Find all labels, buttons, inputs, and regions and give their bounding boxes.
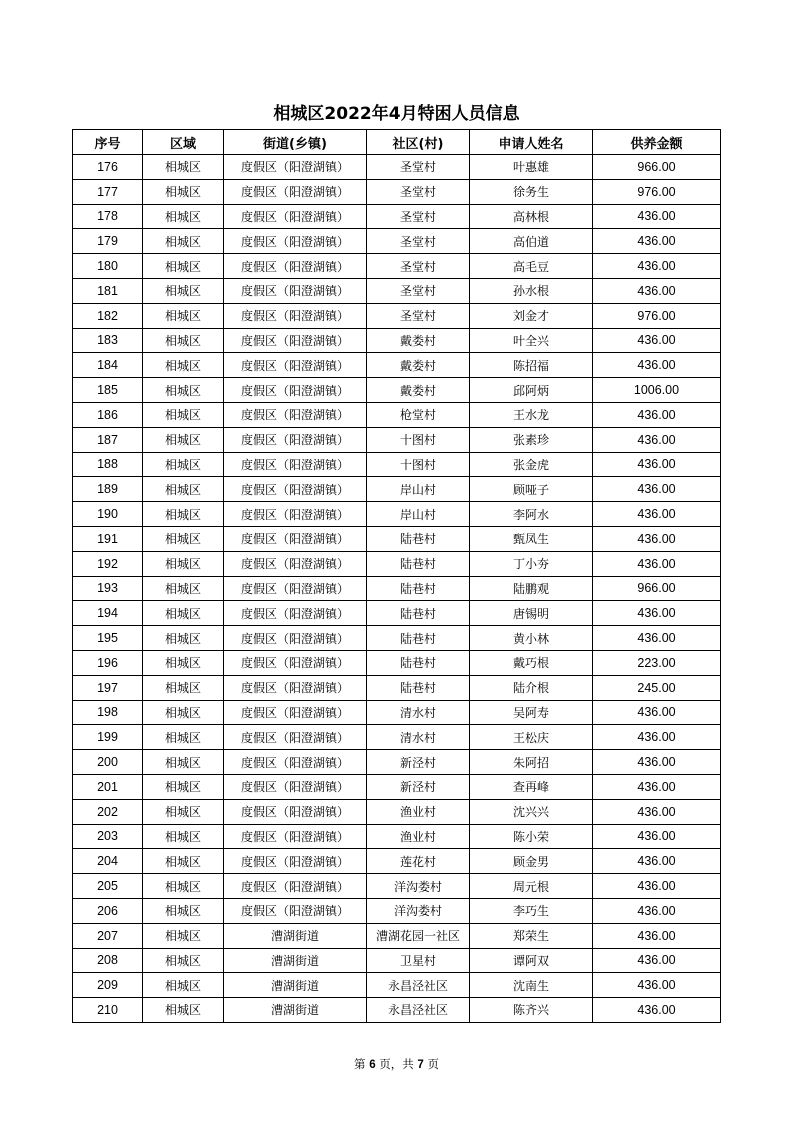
table-row [73, 626, 721, 651]
cell-street: 度假区（阳澄湖镇） [224, 353, 367, 378]
cell-district: 相城区 [143, 551, 224, 576]
cell-amount: 436.00 [593, 626, 721, 651]
cell-no: 202 [73, 799, 143, 824]
table-row [73, 650, 721, 675]
cell-street: 漕湖街道 [224, 998, 367, 1023]
cell-name: 郑荣生 [470, 923, 593, 948]
cell-no: 200 [73, 750, 143, 775]
cell-name: 高毛豆 [470, 254, 593, 279]
roster-table [72, 129, 721, 1023]
table-row [73, 402, 721, 427]
table-row [73, 824, 721, 849]
cell-no: 188 [73, 452, 143, 477]
table-row [73, 601, 721, 626]
cell-name: 陈小荣 [470, 824, 593, 849]
cell-community: 枪堂村 [367, 402, 470, 427]
cell-community: 永昌泾社区 [367, 998, 470, 1023]
cell-district: 相城区 [143, 526, 224, 551]
cell-no: 207 [73, 923, 143, 948]
table-row [73, 948, 721, 973]
cell-amount: 436.00 [593, 973, 721, 998]
cell-name: 唐锡明 [470, 601, 593, 626]
cell-district: 相城区 [143, 303, 224, 328]
cell-name: 刘金才 [470, 303, 593, 328]
cell-community: 圣堂村 [367, 278, 470, 303]
cell-street: 度假区（阳澄湖镇） [224, 402, 367, 427]
cell-amount: 436.00 [593, 502, 721, 527]
table-row [73, 874, 721, 899]
cell-amount: 436.00 [593, 452, 721, 477]
cell-name: 朱阿招 [470, 750, 593, 775]
table-row [73, 551, 721, 576]
cell-street: 度假区（阳澄湖镇） [224, 874, 367, 899]
cell-amount: 436.00 [593, 353, 721, 378]
cell-community: 陆巷村 [367, 601, 470, 626]
cell-no: 176 [73, 155, 143, 180]
cell-name: 查再峰 [470, 774, 593, 799]
cell-no: 205 [73, 874, 143, 899]
cell-district: 相城区 [143, 576, 224, 601]
cell-amount: 436.00 [593, 923, 721, 948]
cell-district: 相城区 [143, 774, 224, 799]
cell-no: 192 [73, 551, 143, 576]
cell-no: 177 [73, 179, 143, 204]
header-district: 区域 [143, 130, 224, 155]
cell-no: 193 [73, 576, 143, 601]
cell-no: 190 [73, 502, 143, 527]
cell-name: 张金虎 [470, 452, 593, 477]
cell-amount: 436.00 [593, 700, 721, 725]
cell-name: 高林根 [470, 204, 593, 229]
cell-community: 圣堂村 [367, 254, 470, 279]
header-street: 街道(乡镇) [224, 130, 367, 155]
cell-no: 179 [73, 229, 143, 254]
cell-amount: 436.00 [593, 774, 721, 799]
cell-street: 度假区（阳澄湖镇） [224, 774, 367, 799]
cell-community: 新泾村 [367, 774, 470, 799]
table-row [73, 973, 721, 998]
cell-district: 相城区 [143, 700, 224, 725]
cell-name: 叶惠雄 [470, 155, 593, 180]
cell-name: 李阿水 [470, 502, 593, 527]
cell-district: 相城区 [143, 948, 224, 973]
cell-district: 相城区 [143, 477, 224, 502]
cell-district: 相城区 [143, 824, 224, 849]
cell-name: 甄凤生 [470, 526, 593, 551]
table-row [73, 427, 721, 452]
cell-name: 谭阿双 [470, 948, 593, 973]
footer-middle: 页，共 [379, 1057, 414, 1071]
cell-district: 相城区 [143, 229, 224, 254]
cell-street: 度假区（阳澄湖镇） [224, 278, 367, 303]
cell-street: 度假区（阳澄湖镇） [224, 502, 367, 527]
cell-district: 相城区 [143, 204, 224, 229]
table-row [73, 898, 721, 923]
cell-street: 漕湖街道 [224, 973, 367, 998]
cell-name: 黄小林 [470, 626, 593, 651]
footer-total-pages: 7 [417, 1059, 424, 1071]
cell-district: 相城区 [143, 402, 224, 427]
cell-street: 度假区（阳澄湖镇） [224, 477, 367, 502]
cell-name: 丁小夯 [470, 551, 593, 576]
cell-street: 度假区（阳澄湖镇） [224, 700, 367, 725]
cell-community: 圣堂村 [367, 179, 470, 204]
cell-street: 漕湖街道 [224, 923, 367, 948]
cell-amount: 436.00 [593, 725, 721, 750]
cell-community: 洋沟娄村 [367, 874, 470, 899]
table-row [73, 278, 721, 303]
cell-community: 戴娄村 [367, 378, 470, 403]
cell-amount: 223.00 [593, 650, 721, 675]
cell-community: 圣堂村 [367, 155, 470, 180]
header-name: 申请人姓名 [470, 130, 593, 155]
cell-street: 度假区（阳澄湖镇） [224, 849, 367, 874]
cell-street: 漕湖街道 [224, 948, 367, 973]
cell-name: 沈南生 [470, 973, 593, 998]
cell-street: 度假区（阳澄湖镇） [224, 799, 367, 824]
cell-no: 187 [73, 427, 143, 452]
table-row [73, 204, 721, 229]
cell-amount: 436.00 [593, 477, 721, 502]
table-row [73, 155, 721, 180]
cell-name: 张素珍 [470, 427, 593, 452]
footer-prefix: 第 [354, 1057, 366, 1071]
cell-community: 圣堂村 [367, 229, 470, 254]
cell-amount: 966.00 [593, 155, 721, 180]
table-row [73, 254, 721, 279]
cell-no: 199 [73, 725, 143, 750]
table-row [73, 502, 721, 527]
cell-community: 莲花村 [367, 849, 470, 874]
table-row [73, 849, 721, 874]
cell-name: 沈兴兴 [470, 799, 593, 824]
cell-community: 十图村 [367, 427, 470, 452]
cell-no: 196 [73, 650, 143, 675]
cell-no: 181 [73, 278, 143, 303]
table-body [73, 155, 721, 1023]
table-row [73, 725, 721, 750]
cell-no: 183 [73, 328, 143, 353]
cell-amount: 966.00 [593, 576, 721, 601]
cell-amount: 1006.00 [593, 378, 721, 403]
cell-community: 清水村 [367, 700, 470, 725]
table-row [73, 576, 721, 601]
cell-amount: 436.00 [593, 526, 721, 551]
table-row [73, 477, 721, 502]
cell-no: 210 [73, 998, 143, 1023]
cell-amount: 436.00 [593, 799, 721, 824]
cell-name: 邱阿炳 [470, 378, 593, 403]
cell-community: 渔业村 [367, 824, 470, 849]
cell-amount: 436.00 [593, 229, 721, 254]
table-row [73, 700, 721, 725]
cell-district: 相城区 [143, 601, 224, 626]
cell-amount: 436.00 [593, 948, 721, 973]
cell-district: 相城区 [143, 502, 224, 527]
cell-name: 顾金男 [470, 849, 593, 874]
cell-district: 相城区 [143, 353, 224, 378]
cell-no: 203 [73, 824, 143, 849]
cell-street: 度假区（阳澄湖镇） [224, 179, 367, 204]
cell-no: 201 [73, 774, 143, 799]
cell-no: 206 [73, 898, 143, 923]
cell-amount: 436.00 [593, 750, 721, 775]
cell-name: 陈齐兴 [470, 998, 593, 1023]
cell-no: 194 [73, 601, 143, 626]
cell-amount: 436.00 [593, 328, 721, 353]
cell-district: 相城区 [143, 799, 224, 824]
cell-amount: 245.00 [593, 675, 721, 700]
page-title: 相城区2022年4月特困人员信息 [273, 104, 520, 124]
table-row [73, 675, 721, 700]
cell-street: 度假区（阳澄湖镇） [224, 675, 367, 700]
cell-amount: 436.00 [593, 254, 721, 279]
cell-district: 相城区 [143, 278, 224, 303]
cell-district: 相城区 [143, 179, 224, 204]
cell-name: 王松庆 [470, 725, 593, 750]
cell-amount: 436.00 [593, 898, 721, 923]
cell-name: 王水龙 [470, 402, 593, 427]
header-community: 社区(村) [367, 130, 470, 155]
cell-no: 182 [73, 303, 143, 328]
cell-district: 相城区 [143, 973, 224, 998]
table-row [73, 229, 721, 254]
footer-suffix: 页 [427, 1057, 439, 1071]
cell-community: 清水村 [367, 725, 470, 750]
cell-street: 度假区（阳澄湖镇） [224, 898, 367, 923]
cell-community: 洋沟娄村 [367, 898, 470, 923]
cell-district: 相城区 [143, 155, 224, 180]
cell-district: 相城区 [143, 254, 224, 279]
cell-community: 陆巷村 [367, 551, 470, 576]
cell-community: 戴娄村 [367, 353, 470, 378]
cell-community: 卫星村 [367, 948, 470, 973]
cell-district: 相城区 [143, 328, 224, 353]
cell-street: 度假区（阳澄湖镇） [224, 303, 367, 328]
header-amount: 供养金额 [593, 130, 721, 155]
cell-no: 209 [73, 973, 143, 998]
cell-name: 陆介根 [470, 675, 593, 700]
cell-no: 198 [73, 700, 143, 725]
cell-street: 度假区（阳澄湖镇） [224, 650, 367, 675]
cell-name: 孙水根 [470, 278, 593, 303]
cell-district: 相城区 [143, 998, 224, 1023]
cell-district: 相城区 [143, 874, 224, 899]
cell-name: 陆鹏观 [470, 576, 593, 601]
cell-street: 度假区（阳澄湖镇） [224, 229, 367, 254]
cell-street: 度假区（阳澄湖镇） [224, 155, 367, 180]
cell-name: 叶全兴 [470, 328, 593, 353]
cell-no: 184 [73, 353, 143, 378]
table-row [73, 452, 721, 477]
cell-street: 度假区（阳澄湖镇） [224, 254, 367, 279]
cell-no: 197 [73, 675, 143, 700]
cell-community: 圣堂村 [367, 204, 470, 229]
cell-community: 岸山村 [367, 502, 470, 527]
table-row [73, 328, 721, 353]
cell-community: 陆巷村 [367, 576, 470, 601]
cell-amount: 436.00 [593, 402, 721, 427]
cell-street: 度假区（阳澄湖镇） [224, 725, 367, 750]
cell-no: 185 [73, 378, 143, 403]
cell-district: 相城区 [143, 452, 224, 477]
cell-district: 相城区 [143, 750, 224, 775]
table-row [73, 923, 721, 948]
cell-street: 度假区（阳澄湖镇） [224, 427, 367, 452]
page-footer [0, 1056, 793, 1072]
cell-street: 度假区（阳澄湖镇） [224, 328, 367, 353]
cell-no: 191 [73, 526, 143, 551]
cell-street: 度假区（阳澄湖镇） [224, 378, 367, 403]
cell-name: 高伯道 [470, 229, 593, 254]
cell-street: 度假区（阳澄湖镇） [224, 601, 367, 626]
cell-street: 度假区（阳澄湖镇） [224, 626, 367, 651]
cell-amount: 436.00 [593, 278, 721, 303]
cell-no: 195 [73, 626, 143, 651]
cell-amount: 436.00 [593, 824, 721, 849]
cell-community: 戴娄村 [367, 328, 470, 353]
table-row [73, 799, 721, 824]
cell-street: 度假区（阳澄湖镇） [224, 452, 367, 477]
cell-amount: 436.00 [593, 874, 721, 899]
cell-name: 周元根 [470, 874, 593, 899]
cell-community: 永昌泾社区 [367, 973, 470, 998]
cell-district: 相城区 [143, 849, 224, 874]
cell-community: 圣堂村 [367, 303, 470, 328]
cell-no: 204 [73, 849, 143, 874]
cell-community: 漕湖花园一社区 [367, 923, 470, 948]
cell-name: 李巧生 [470, 898, 593, 923]
cell-street: 度假区（阳澄湖镇） [224, 204, 367, 229]
cell-district: 相城区 [143, 675, 224, 700]
table-row [73, 774, 721, 799]
cell-name: 陈招福 [470, 353, 593, 378]
cell-amount: 436.00 [593, 427, 721, 452]
cell-community: 陆巷村 [367, 650, 470, 675]
cell-amount: 976.00 [593, 179, 721, 204]
cell-community: 陆巷村 [367, 526, 470, 551]
cell-community: 岸山村 [367, 477, 470, 502]
cell-name: 徐务生 [470, 179, 593, 204]
header-no: 序号 [73, 130, 143, 155]
cell-community: 十图村 [367, 452, 470, 477]
table-row [73, 353, 721, 378]
cell-amount: 436.00 [593, 849, 721, 874]
cell-street: 度假区（阳澄湖镇） [224, 526, 367, 551]
table-row [73, 179, 721, 204]
cell-community: 渔业村 [367, 799, 470, 824]
table-row [73, 378, 721, 403]
cell-no: 186 [73, 402, 143, 427]
cell-name: 吴阿寿 [470, 700, 593, 725]
cell-street: 度假区（阳澄湖镇） [224, 824, 367, 849]
cell-amount: 436.00 [593, 998, 721, 1023]
cell-district: 相城区 [143, 626, 224, 651]
table-header-row [73, 130, 721, 155]
cell-district: 相城区 [143, 923, 224, 948]
cell-no: 189 [73, 477, 143, 502]
cell-no: 180 [73, 254, 143, 279]
cell-district: 相城区 [143, 725, 224, 750]
cell-street: 度假区（阳澄湖镇） [224, 576, 367, 601]
cell-name: 顾哑子 [470, 477, 593, 502]
cell-name: 戴巧根 [470, 650, 593, 675]
table-row [73, 526, 721, 551]
cell-amount: 436.00 [593, 204, 721, 229]
cell-community: 陆巷村 [367, 626, 470, 651]
table-row [73, 750, 721, 775]
cell-amount: 436.00 [593, 551, 721, 576]
table-row [73, 998, 721, 1023]
cell-district: 相城区 [143, 427, 224, 452]
cell-street: 度假区（阳澄湖镇） [224, 750, 367, 775]
cell-street: 度假区（阳澄湖镇） [224, 551, 367, 576]
cell-no: 208 [73, 948, 143, 973]
footer-page-number: 6 [369, 1059, 376, 1071]
cell-amount: 436.00 [593, 601, 721, 626]
cell-no: 178 [73, 204, 143, 229]
cell-amount: 976.00 [593, 303, 721, 328]
cell-district: 相城区 [143, 898, 224, 923]
cell-community: 新泾村 [367, 750, 470, 775]
cell-community: 陆巷村 [367, 675, 470, 700]
cell-district: 相城区 [143, 378, 224, 403]
table-row [73, 303, 721, 328]
cell-district: 相城区 [143, 650, 224, 675]
